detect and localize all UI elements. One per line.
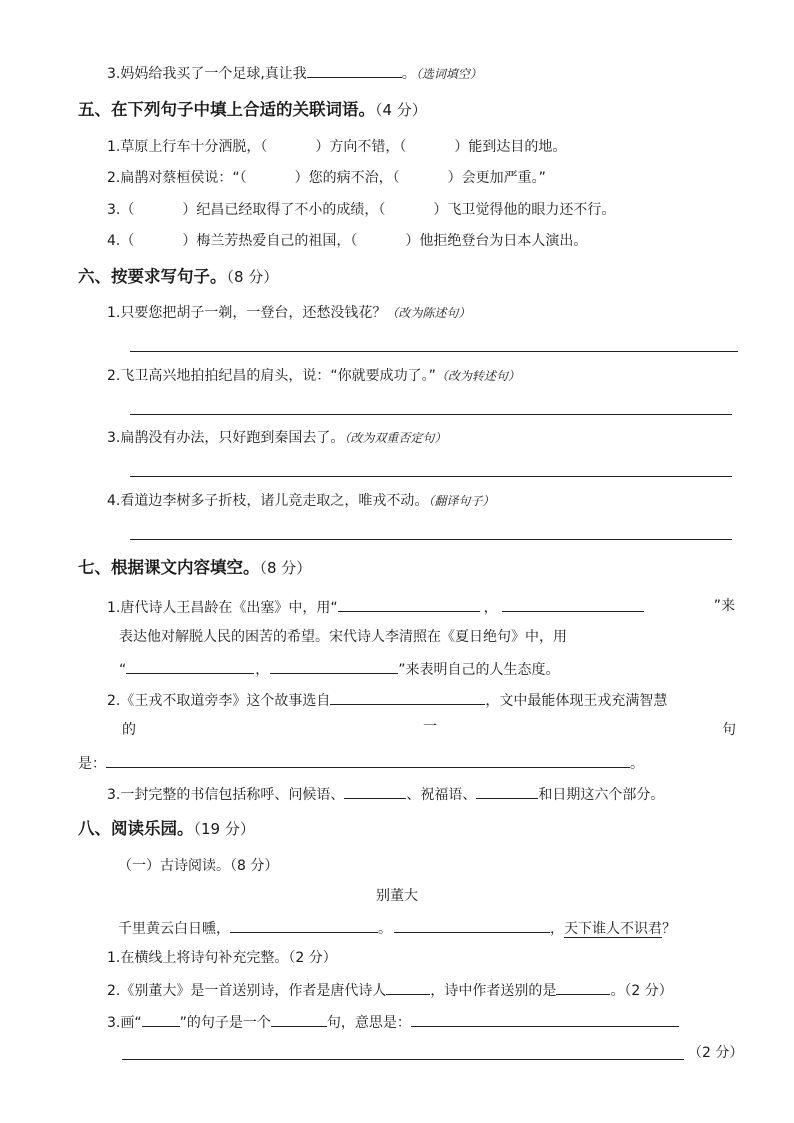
section-6-title-text: 六、按要求写句子。 <box>78 267 227 286</box>
s4-q3-blank[interactable] <box>307 62 402 78</box>
s4-q3-end: 。 <box>401 66 416 82</box>
s7-q1-line1 <box>107 596 735 618</box>
s6-q1-note: （改为陈述句） <box>386 306 471 320</box>
section-8-title-text: 八、阅读乐园。 <box>78 819 194 838</box>
s7-q3-a: 3.一封完整的书信包括称呼、问候语、 <box>107 787 345 803</box>
s8-q3-b: ”的句子是一个 <box>179 1015 271 1031</box>
s6-q2-note: （改为转述句） <box>435 369 520 383</box>
s7-q2-line1 <box>107 689 667 711</box>
s7-q3-blank2[interactable] <box>476 783 538 799</box>
section-8-title <box>78 818 255 840</box>
s7-q1-l3-a: “ <box>119 662 127 678</box>
s7-q1-line2: 表达他对解脱人民的困苦的希望。宋代诗人李清照在《夏日绝句》中，用 <box>119 629 567 645</box>
s5-q1-b: ）方向不错，（ <box>315 139 407 155</box>
s8-q3-blank1[interactable] <box>142 1011 180 1027</box>
poem-blank1[interactable] <box>230 917 378 933</box>
section-5-title <box>78 99 427 121</box>
s5-q4 <box>107 231 587 251</box>
s7-q1-l3-c: ”来表明自己的人生态度。 <box>398 662 560 678</box>
s7-q1-l3-b: ， <box>255 662 270 678</box>
poem-line <box>118 917 676 939</box>
s7-q1-line3 <box>119 658 560 680</box>
s5-q2-b: ）您的病不治，（ <box>294 170 400 186</box>
s6-q3-answer-line[interactable] <box>130 476 732 477</box>
s6-q4-note: （翻译句子） <box>428 494 495 508</box>
s5-q2-a: 2.扁鹊对蔡桓侯说：“（ <box>107 170 247 186</box>
s8-q3 <box>107 1011 679 1033</box>
s5-q3-c: ）飞卫觉得他的眼力还不行。 <box>433 202 616 218</box>
s5-q1 <box>107 137 566 157</box>
s4-q3-note: （选词填空） <box>415 67 482 81</box>
s7-q1-l1-a: 1.唐代诗人王昌龄在《出塞》中，用“ <box>107 600 338 616</box>
s8-q1: 1.在横线上将诗句补充完整。（2 分） <box>107 950 337 966</box>
poem-b: 。 <box>378 921 392 937</box>
s7-q1-blank3[interactable] <box>126 658 254 674</box>
s5-q3-a: 3.（ <box>107 202 135 218</box>
s5-q2-c: ）会更加严重。” <box>447 170 546 186</box>
s7-q2-l2-a: 的 <box>122 722 136 738</box>
s7-q2-l3-b: 。 <box>630 756 644 772</box>
poem-title: 别董大 <box>376 888 418 904</box>
s8-q2-b: ，诗中作者送别的是 <box>430 983 557 999</box>
s7-q1-blank4[interactable] <box>270 658 398 674</box>
s6-q4 <box>107 491 494 511</box>
s5-q1-c: ）能到达目的地。 <box>454 139 567 155</box>
s6-q3-note: （改为双重否定句） <box>344 431 447 445</box>
s8-q2-a: 2.《别董大》是一首送别诗，作者是唐代诗人 <box>107 983 387 999</box>
section-6-points: （8 分） <box>226 268 279 286</box>
s8-q3-answer-line[interactable] <box>122 1059 684 1060</box>
poem-e: ？ <box>662 921 676 937</box>
section-6-title <box>78 266 278 288</box>
s5-q1-a: 1.草原上行车十分洒脱，（ <box>107 139 268 155</box>
s7-q2-line3 <box>78 752 644 774</box>
s7-q2-blank2[interactable] <box>106 752 630 768</box>
s7-q1-blank2[interactable] <box>502 596 644 612</box>
s5-q4-b: ）梅兰芳热爱自己的祖国，（ <box>182 233 358 249</box>
s6-q1 <box>107 303 470 323</box>
s7-q1-l1-b: ， <box>483 600 498 616</box>
s6-q2-text: 2.飞卫高兴地拍拍纪昌的肩头，说：“你就要成功了。” <box>107 368 436 384</box>
s8-q2-blank1[interactable] <box>386 979 430 995</box>
s8-q2-blank2[interactable] <box>556 979 610 995</box>
s7-q3-blank1[interactable] <box>344 783 406 799</box>
s6-q1-text: 1.只要您把胡子一剃，一登台，还愁没钱花？ <box>107 305 387 321</box>
s6-q3 <box>107 428 446 448</box>
poem-c: ， <box>550 921 564 937</box>
s6-q2-answer-line[interactable] <box>130 414 732 415</box>
s7-q2-l1-b: ，文中最能体现王戎充满智慧 <box>485 693 668 709</box>
s6-q4-answer-line[interactable] <box>130 539 732 540</box>
s8-sub: （一）古诗阅读。（8 分） <box>118 858 279 874</box>
s7-q1-blank1[interactable] <box>338 596 480 612</box>
s7-q2-l1-a: 2.《王戎不取道旁李》这个故事选自 <box>107 693 331 709</box>
s5-q2 <box>107 168 546 188</box>
s8-q3-c: 句，意思是： <box>326 1015 411 1031</box>
s5-q4-c: ）他拒绝登台为日本人演出。 <box>405 233 588 249</box>
section-7-title-text: 七、根据课文内容填空。 <box>78 558 260 577</box>
s7-q2-blank1[interactable] <box>330 689 485 705</box>
s8-q3-blank3[interactable] <box>411 1011 679 1027</box>
s8-q3-points: （2 分） <box>688 1045 744 1061</box>
section-5-title-text: 五、在下列句子中填上合适的关联词语。 <box>78 100 375 119</box>
s7-q3-c: 和日期这六个部分。 <box>538 787 665 803</box>
poem-blank2[interactable] <box>394 917 550 933</box>
section-7-title <box>78 557 311 579</box>
s4-q3-text: 3.妈妈给我买了一个足球,真让我 <box>107 66 307 82</box>
section-7-points: （8 分） <box>259 559 312 577</box>
poem-underlined-line: 天下谁人不识君 <box>564 921 662 937</box>
s6-q4-text: 4.看道边李树多子折枝，诸儿竞走取之，唯戎不动。 <box>107 493 429 509</box>
s6-q3-text: 3.扁鹊没有办法，只好跑到秦国去了。 <box>107 430 345 446</box>
s7-q3 <box>107 783 664 805</box>
s7-q2-l2-c: 句 <box>722 722 736 738</box>
s7-q3-b: 、祝福语、 <box>406 787 477 803</box>
section-5-points: （4 分） <box>375 101 427 119</box>
s5-q3-b: ）纪昌已经取得了不小的成绩，（ <box>182 202 386 218</box>
s5-q4-a: 4.（ <box>107 233 135 249</box>
s8-q2 <box>107 979 673 1001</box>
s8-q3-blank2[interactable] <box>271 1011 327 1027</box>
s8-q2-c: 。（2 分） <box>610 983 673 999</box>
section-8-points: （19 分） <box>193 820 255 838</box>
s6-q2 <box>107 366 520 386</box>
s7-q1-l1-c: ”来 <box>713 598 735 614</box>
s8-q3-a: 3.画“ <box>107 1015 142 1031</box>
s7-q2-l2-b: 一 <box>423 719 437 735</box>
s5-q3 <box>107 200 615 220</box>
s6-q1-answer-line[interactable] <box>130 351 738 352</box>
poem-a: 千里黄云白日曛， <box>118 921 230 937</box>
s4-q3 <box>107 62 482 84</box>
s7-q2-l3-a: 是： <box>78 756 106 772</box>
